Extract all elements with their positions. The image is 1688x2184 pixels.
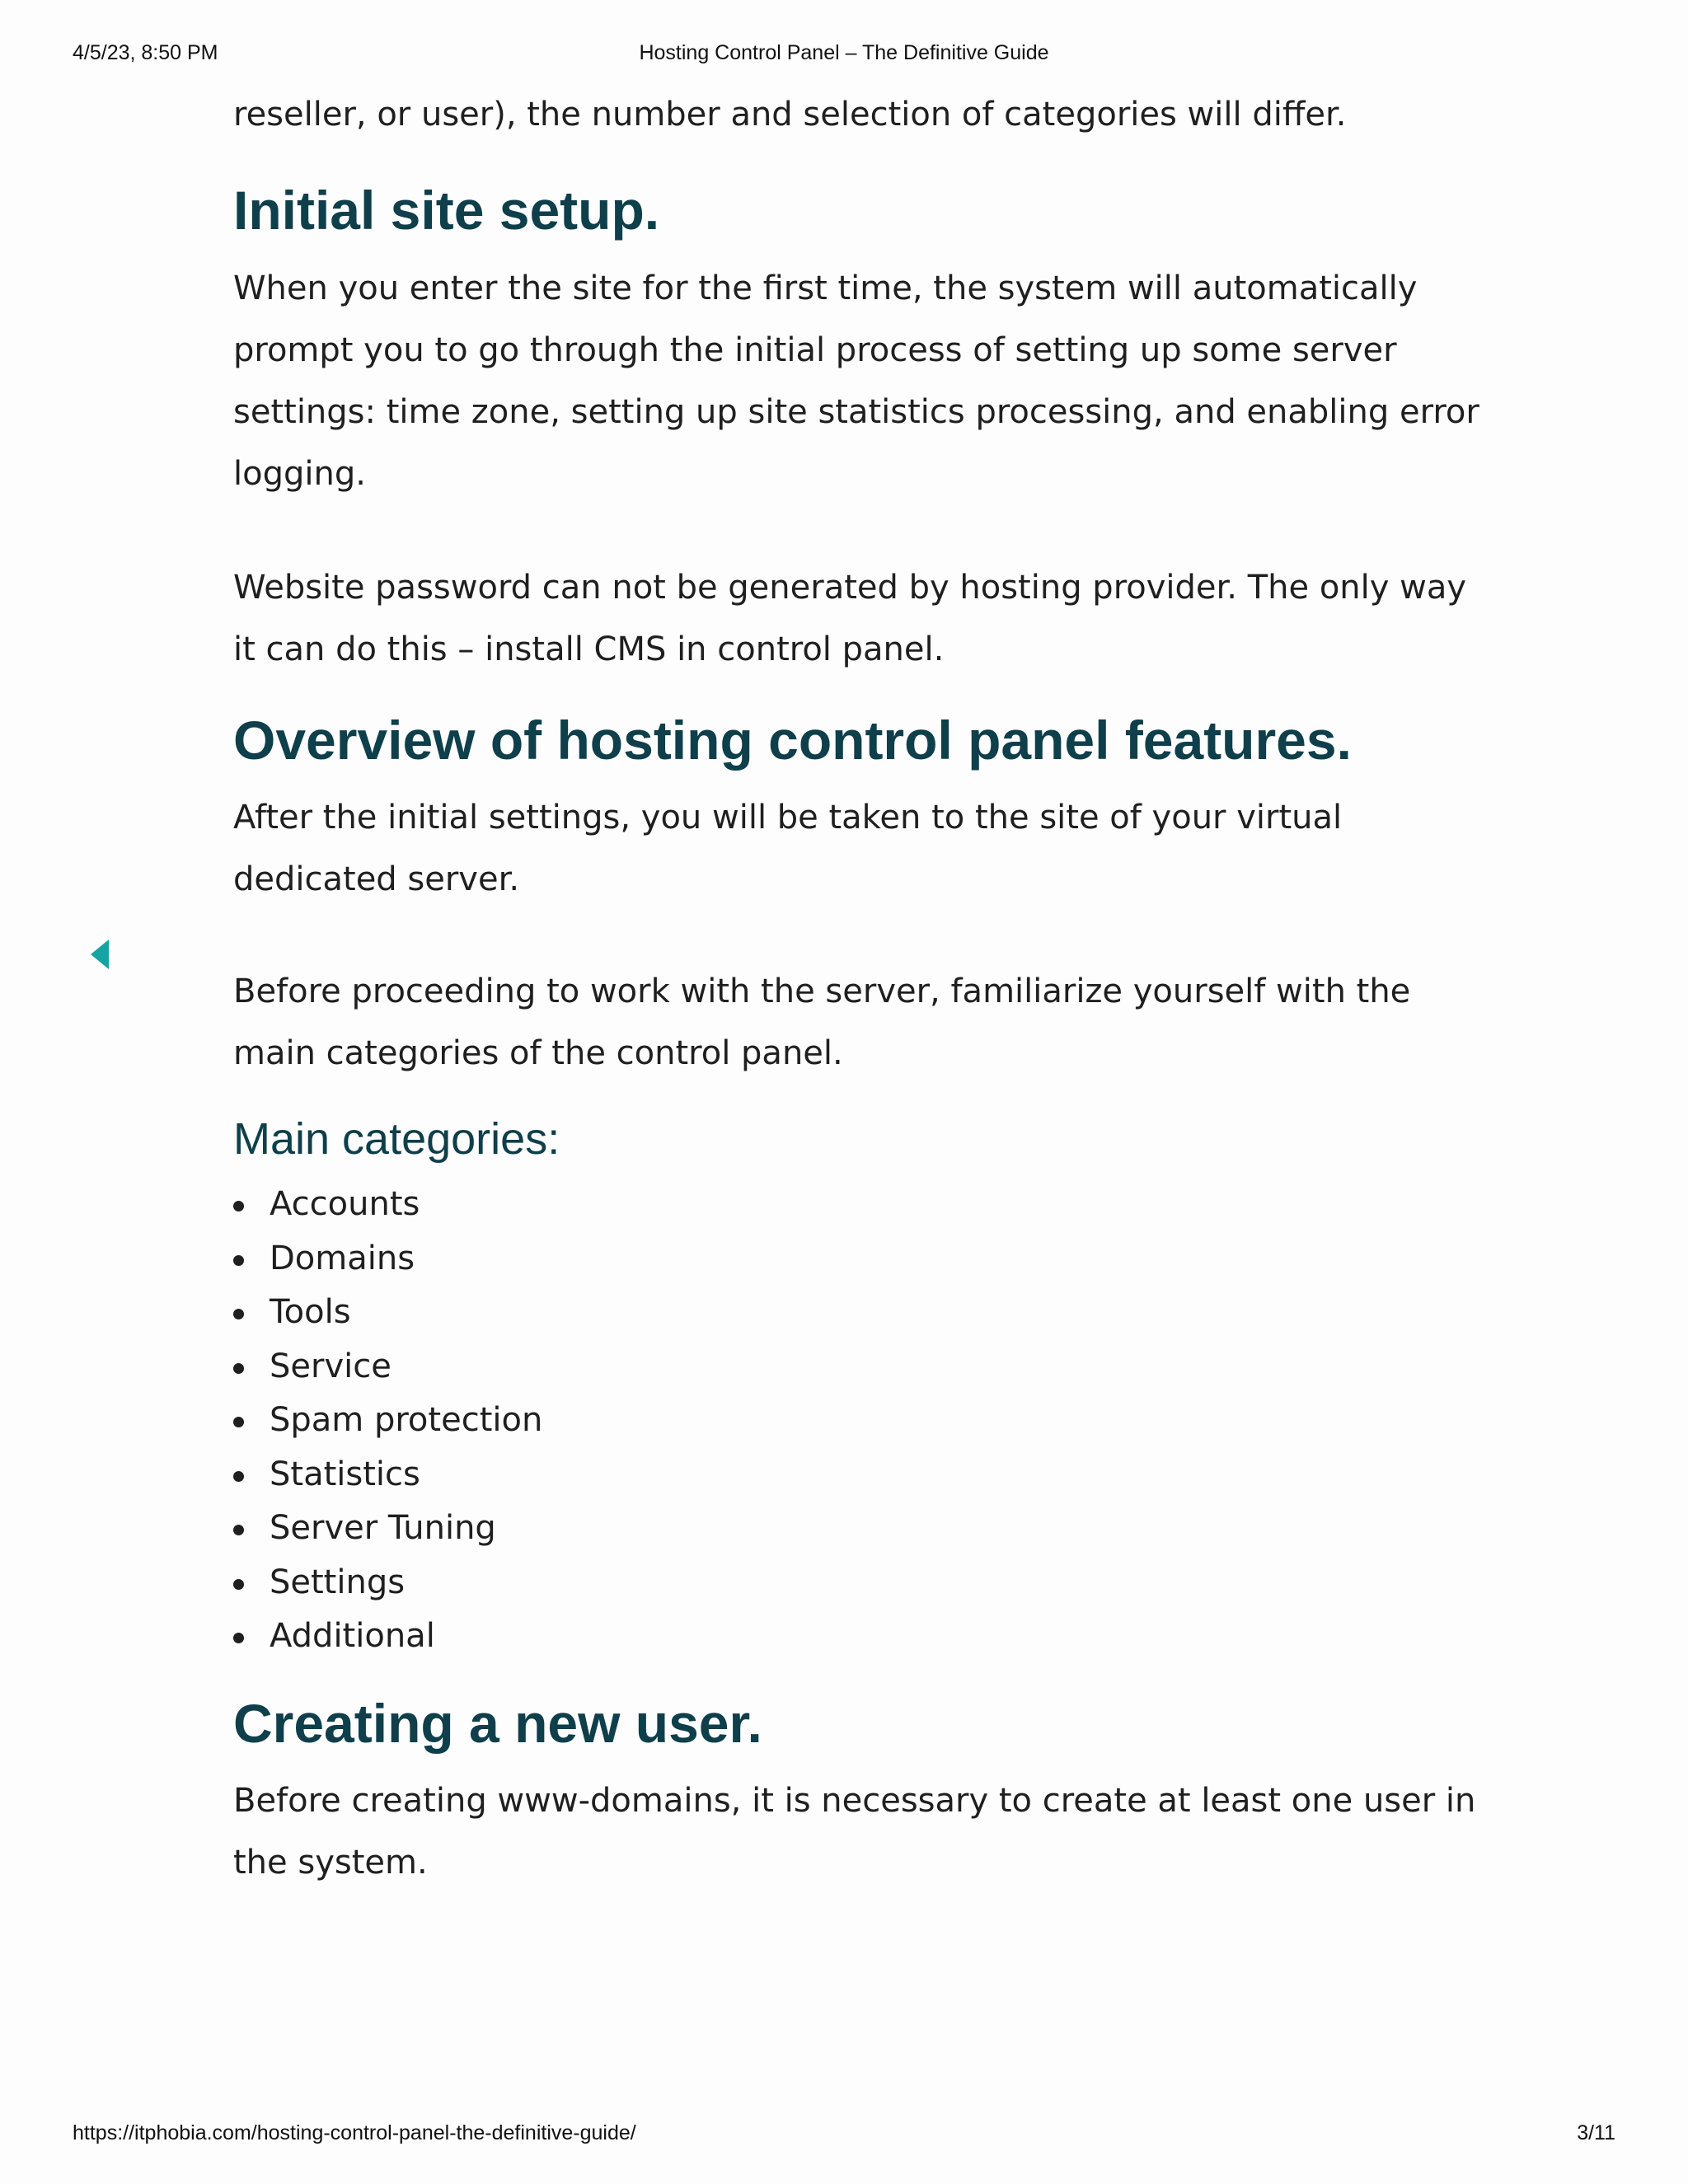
print-footer (73, 2121, 1615, 2148)
list-item: Spam protection (233, 1394, 1486, 1448)
setup-heading: Initial site setup. (233, 180, 660, 241)
list-item: Statistics (233, 1448, 1486, 1502)
print-header (73, 41, 1615, 68)
caret-left-icon[interactable] (91, 940, 109, 969)
categories-list (233, 1178, 1486, 1664)
list-item: Settings (233, 1556, 1486, 1610)
page-number: 3/11 (1577, 2121, 1615, 2144)
intro-tail-paragraph: reseller, or user), the number and selection of categories will differ. (233, 96, 1347, 134)
print-title: Hosting Control Panel – The Definitive Guide (639, 41, 1049, 64)
setup-paragraph-1: When you enter the site for the first time, the system will automatically prompt you to go through the initial process of setting up some server settings: time zone, setting up site statistics processing, and enabling error logging. (233, 269, 1479, 493)
setup-paragraph-2: Website password can not be generated by hosting provider. The only way it can do this – install CMS in control panel. (233, 569, 1467, 668)
list-item: Server Tuning (233, 1502, 1486, 1556)
list-item: Service (233, 1340, 1486, 1394)
list-item: Domains (233, 1232, 1486, 1286)
list-item: Tools (233, 1286, 1486, 1340)
print-datetime: 4/5/23, 8:50 PM (73, 41, 218, 64)
categories-heading: Main categories: (233, 1114, 560, 1164)
user-paragraph-1: Before creating www-domains, it is necessary to create at least one user in the system. (233, 1781, 1476, 1882)
list-item: Additional (233, 1610, 1486, 1664)
overview-paragraph-1: After the initial settings, you will be taken to the site of your virtual dedicated server. (233, 799, 1343, 898)
page-url[interactable]: https://itphobia.com/hosting-control-panel-the-definitive-guide/ (73, 2121, 636, 2144)
overview-heading: Overview of hosting control panel features. (233, 710, 1352, 771)
user-heading: Creating a new user. (233, 1692, 762, 1754)
article-content (233, 84, 1486, 1894)
overview-paragraph-2: Before proceeding to work with the server, familiarize yourself with the main categories of the control panel. (233, 972, 1411, 1072)
list-item: Accounts (233, 1178, 1486, 1232)
